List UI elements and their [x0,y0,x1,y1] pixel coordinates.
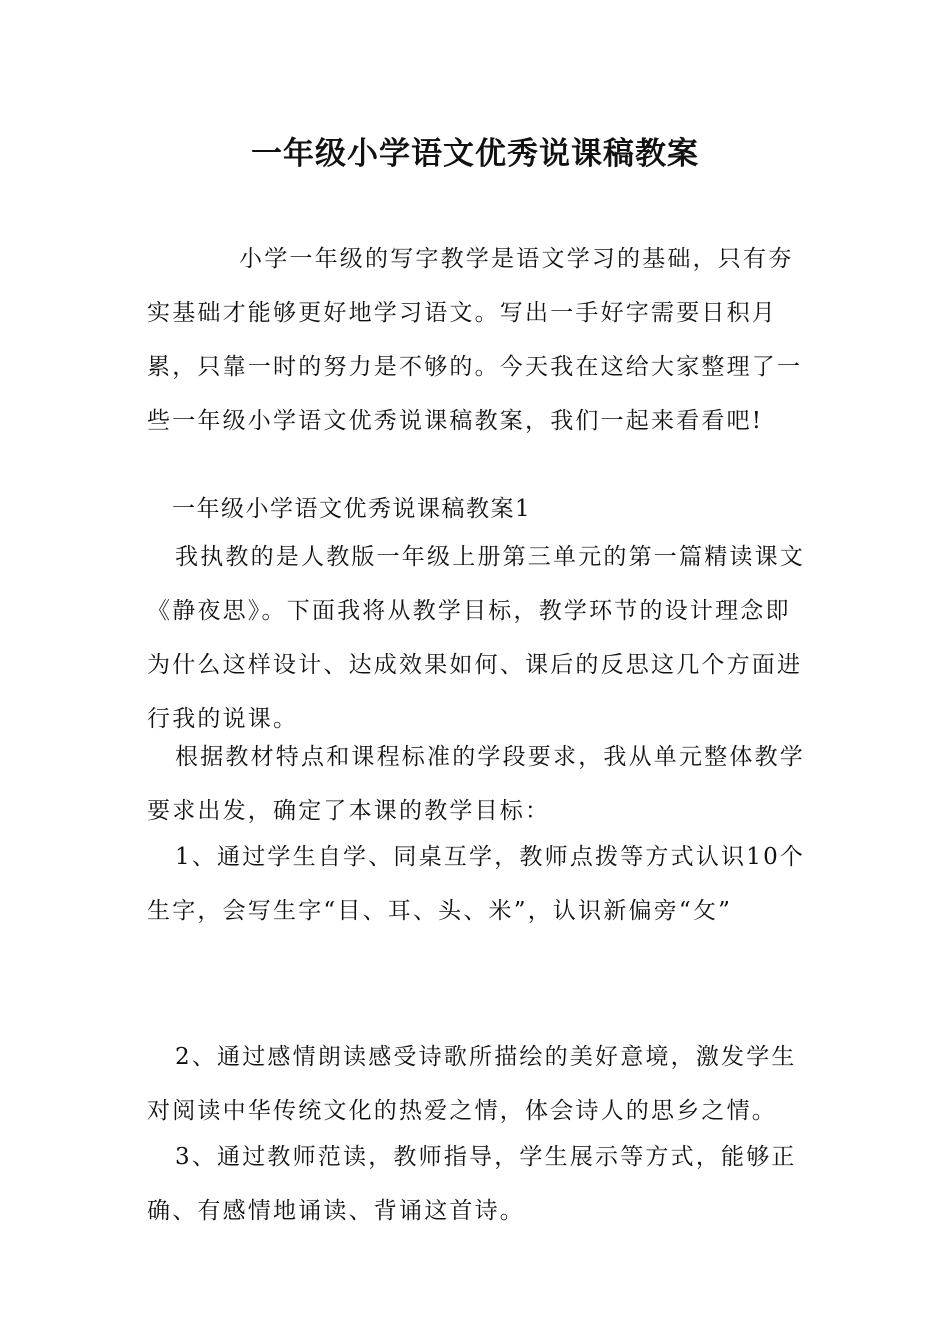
document-title: 一年级小学语文优秀说课稿教案 [251,136,699,172]
paragraph-goal-1: 1、通过学生自学、同桌互学，教师点拨等方式认识10个生字，会写生字“目、耳、头、米”，认识新偏旁“攵” [147,844,806,924]
paragraph-goal-3: 3、通过教师范读，教师指导，学生展示等方式，能够正确、有感情地诵读、背诵这首诗。 [147,1144,797,1224]
intro-paragraph: 小学一年级的写字教学是语文学习的基础，只有夯实基础才能够更好地学习语文。写出一手好字需要日积月累，只靠一时的努力是不够的。今天我在这给大家整理了一些一年级小学语文优秀说课稿教案，我们一起来看看吧! [147,246,803,434]
paragraph-teaching-goals-intro: 根据教材特点和课程标准的学段要求，我从单元整体教学要求出发，确定了本课的教学目标： [147,744,805,824]
paragraph-goal-2: 2、通过感情朗读感受诗歌所描绘的美好意境，激发学生对阅读中华传统文化的热爱之情，体会诗人的思乡之情。 [147,1044,797,1124]
section-heading: 一年级小学语文优秀说课稿教案1 [172,496,532,522]
paragraph-course-intro: 我执教的是人教版一年级上册第三单元的第一篇精读课文《静夜思》。下面我将从教学目标，教学环节的设计理念即为什么这样设计、达成效果如何、课后的反思这几个方面进行我的说课。 [147,544,805,732]
